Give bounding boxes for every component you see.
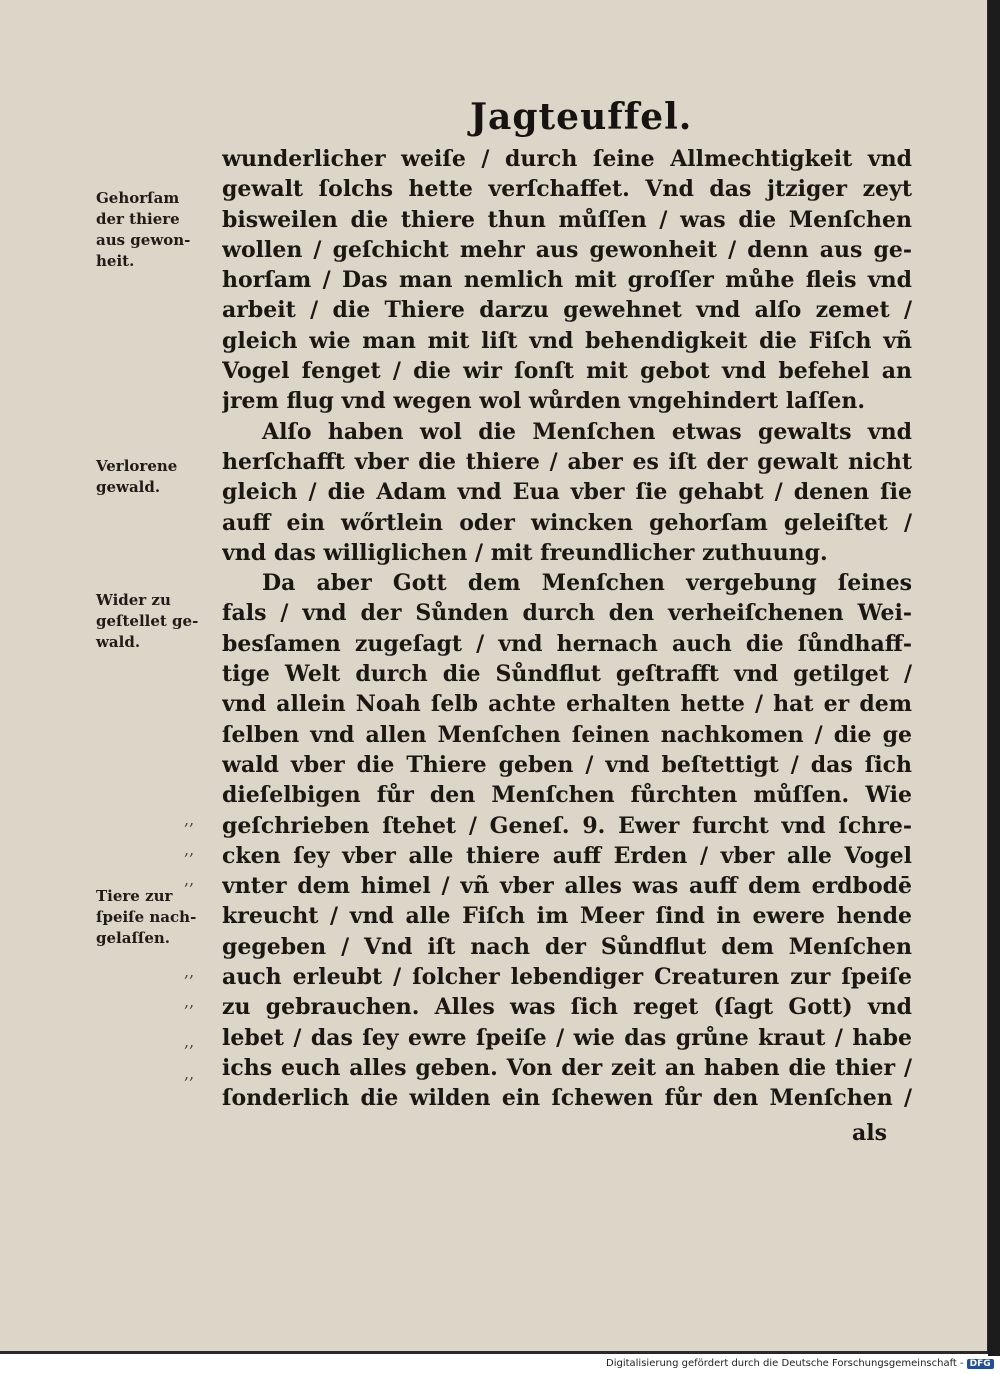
catchword: als [852, 1120, 887, 1146]
text-line: Da aber Gott dem Menſchen vergebung ſeines [262, 570, 912, 597]
text-line: dieſelbigen fůr den Menſchen fůrchten můſſen. Wie [222, 782, 912, 809]
margin-note-line: Verlorene [96, 457, 178, 475]
text-line: horſam / Das man nemlich mit groſſer můhe fleis vnd [222, 267, 912, 294]
text-line: gewalt ſolchs hette verſchaffet. Vnd das jtziger zeyt [222, 176, 912, 203]
text-line: ichs euch alles geben. Von der zeit an haben die thier / [222, 1054, 912, 1081]
running-head: Jagteuffel. [470, 96, 693, 138]
quotation-mark: ,, [184, 1032, 195, 1051]
text-line: Alſo haben wol die Menſchen etwas gewalts vnd [262, 418, 912, 445]
text-line: jrem flug vnd wegen wol wůrden vngehindert laſſen. [222, 388, 865, 415]
margin-note-line: wald. [96, 633, 141, 651]
margin-note-tiere [96, 886, 214, 949]
text-line: herſchafft vber die thiere / aber es iſt der gewalt nicht [222, 448, 912, 475]
text-line: kreucht / vnd alle Fiſch im Meer ſind in ewere hende [222, 903, 912, 930]
dfg-logo: DFG [967, 1359, 994, 1369]
quotation-mark: ,, [184, 840, 195, 859]
quotation-mark: ,, [184, 992, 195, 1011]
margin-note-line: der thiere [96, 210, 180, 228]
quotation-mark: ,, [184, 810, 195, 829]
body-text [222, 144, 912, 1114]
text-line: ſonderlich die wilden ein ſchewen fůr den Menſchen / [222, 1085, 912, 1112]
text-line: Vogel fenget / die wir ſonſt mit gebot vnd befehel an [222, 358, 912, 385]
quotation-mark: ,, [184, 1064, 195, 1083]
text-line: vnd allein Noah ſelb achte erhalten hette / hat er dem [222, 691, 912, 718]
text-line: auff ein wőrtlein oder wincken gehorſam geleiſtet / [222, 509, 912, 536]
margin-note-wider [96, 590, 214, 653]
text-line: vnter dem himel / vñ vber alles was auff dem erdbodē [222, 873, 912, 900]
margin-note-line: ſpeiſe nach- [96, 908, 197, 926]
text-line: gleich / die Adam vnd Eua vber ſie gehabt / denen ſie [222, 479, 912, 506]
margin-note-verlorene [96, 456, 214, 498]
margin-note-line: heit. [96, 252, 135, 270]
quotation-mark: ,, [184, 962, 195, 981]
text-line: gegeben / Vnd iſt nach der Sůndflut dem Menſchen [222, 933, 912, 960]
text-line: vnd das williglichen / mit freundlicher zuthuung. [222, 539, 828, 566]
margin-note-gehorsam [96, 188, 214, 272]
margin-note-line: Wider zu [96, 591, 171, 609]
text-line: auch erleubt / ſolcher lebendiger Creaturen zur ſpeiſe [222, 964, 912, 991]
text-line: geſchrieben ſtehet / Geneſ. 9. Ewer furcht vnd ſchre- [222, 812, 912, 839]
text-line: ſelben vnd allen Menſchen ſeinen nachkomen / die ge [222, 721, 912, 748]
text-line: wollen / geſchicht mehr aus gewonheit / denn aus ge- [222, 236, 912, 263]
text-line: zu gebrauchen. Alles was ſich reget (ſagt Gott) vnd [222, 994, 912, 1021]
margin-note-line: gewald. [96, 478, 161, 496]
page-edge-shadow [988, 0, 1000, 1356]
text-line: gleich wie man mit liſt vnd behendigkeit die Fiſch vñ [222, 327, 912, 354]
margin-note-line: Gehorſam [96, 189, 180, 207]
text-line: arbeit / die Thiere darzu gewehnet vnd alſo zemet / [222, 297, 912, 324]
text-line: cken ſey vber alle thiere auff Erden / vber alle Vogel [222, 842, 912, 869]
text-line: fals / vnd der Sůnden durch den verheiſchenen Wei- [222, 600, 912, 627]
margin-note-line: aus gewon- [96, 231, 191, 249]
footer-text: Digitalisierung gefördert durch die Deutsche Forschungsgemeinschaft - [606, 1358, 964, 1369]
text-line: wunderlicher weiſe / durch ſeine Allmechtigkeit vnd [222, 146, 912, 172]
digitization-footer [606, 1358, 996, 1369]
margin-note-line: gelaſſen. [96, 929, 171, 947]
text-line: tige Welt durch die Sůndflut geſtrafft vnd getilget / [222, 661, 912, 688]
margin-note-line: geſtellet ge- [96, 612, 199, 630]
quotation-mark: ,, [184, 870, 195, 889]
text-line: besſamen zugeſagt / vnd hernach auch die ſůndhaff- [222, 630, 912, 657]
text-line: lebet / das ſey ewre ſpeiſe / wie das grůne kraut / habe [222, 1024, 912, 1051]
text-line: bisweilen die thiere thun můſſen / was die Menſchen [222, 206, 912, 233]
text-line: wald vber die Thiere geben / vnd beſtettigt / das ſich [222, 751, 912, 778]
margin-note-line: Tiere zur [96, 887, 173, 905]
